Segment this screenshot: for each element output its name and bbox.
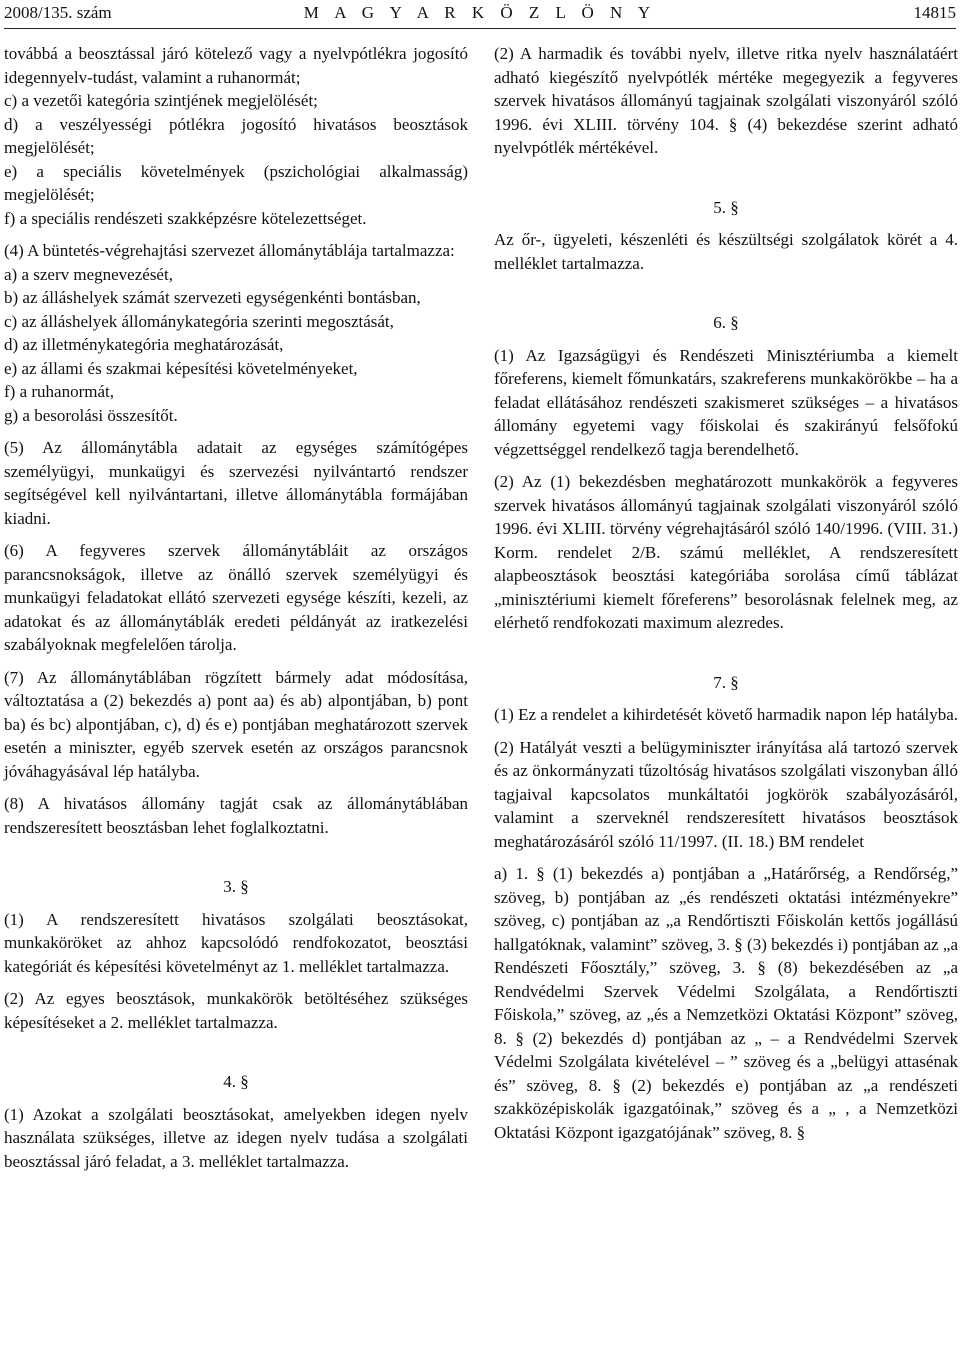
list-item: d) az illetménykategória meghatározását, <box>4 335 284 354</box>
paragraph: e) a speciális követelmények (pszichológiai alkalmasság) megjelölését; <box>4 161 468 204</box>
section-heading: 3. § <box>223 877 249 896</box>
paragraph: (1) Az Igazságügyi és Rendészeti Minisztériumba a kiemelt főreferens, kiemelt főmunkatárs, szakreferens munkakörökbe – ha a feladat ellátásához rendészeti szakismeret szükséges – a hivatásos állomány egyetemi vagy főiskolai és szakirányú felsőfokú végzettséggel rendelkező tagja berendelhető. <box>494 345 958 459</box>
paragraph: Az őr-, ügyeleti, készenléti és készültségi szolgálatok körét a 4. melléklet tartalmazza. <box>494 230 958 273</box>
section-heading: 4. § <box>223 1072 249 1091</box>
header-rule <box>4 28 956 29</box>
issue-number: 2008/135. szám <box>4 3 112 22</box>
paragraph: (2) Az egyes beosztások, munkakörök betöltéséhez szükséges képesítéseket a 2. melléklet tartalmazza. <box>4 989 468 1032</box>
list-item: b) az álláshelyek számát szervezeti egységenkénti bontásban, <box>4 288 421 307</box>
paragraph: (1) Ez a rendelet a kihirdetését követő harmadik napon lép hatályba. <box>494 705 959 724</box>
paragraph: (1) A rendszeresített hivatásos szolgálati beosztásokat, munkaköröket az ahhoz kapcsolódó rendfokozatot, beosztási kategóriát és képesítési követelményt az 1. melléklet tartalmazza. <box>4 909 468 976</box>
paragraph: f) a speciális rendészeti szakképzésre kötelezettséget. <box>4 208 367 228</box>
list-item: f) a ruhanormát, <box>4 382 114 401</box>
paragraph: (8) A hivatásos állomány tagját csak az állománytáblában rendszeresített beosztásban lehet foglalkoztatni. <box>4 794 468 837</box>
paragraph: (1) Azokat a szolgálati beosztásokat, amelyekben idegen nyelv használata szükséges, illetve az idegen nyelv tudása a szolgálati beosztással járó feladat, a 3. melléklet tartalmazza. <box>4 1104 468 1171</box>
list-item: a) 1. § (1) bekezdés a) pontjában a „Határőrség, a Rendőrség,” szöveg, b) pontjában az „és rendészeti oktatási intézményekre” szöveg, c) pontjában az „a Rendőrtiszti Főiskolán kettős jogállású hallgatóknak, valamint” szöveg, 3. § (3) bekezdés i) pontjában az „a Rendészeti Főosztály,” szöveg, 3. § (8) bekezdésében az „a Rendvédelmi Szervek Védelmi Szolgálata, a Rendőrtiszti Főiskola,” szöveg, az „és a Nemzetközi Oktatási Központ” szöveg, 8. § (2) bekezdés d) pontjában az „ – a Rendvédelmi Szervek Védelmi Szolgálata kivételével – ” szöveg és a „belügyi attasénak és” szöveg, 8. § (2) bekezdés e) pontjában az „a rendészeti szakközépiskolák igazgatóinak,” szöveg és a „ , a Nemzetközi Oktatási Központ igazgatójának” szöveg, 8. § <box>494 864 959 1142</box>
left-column <box>4 42 468 1173</box>
page-header <box>4 0 956 26</box>
journal-title: M A G Y A R K Ö Z L Ö N Y <box>303 3 657 22</box>
section-heading: 6. § <box>713 313 739 332</box>
paragraph: (2) A harmadik és további nyelv, illetve ritka nyelv használatáért adható kiegészítő nyelvpótlék mértéke megegyezik a fegyveres szervek hivatásos állományú tagjainak szolgálati viszonyáról szóló 1996. évi XLIII. törvény 104. § (4) bekezdése szerint adható nyelvpótlék mértékével. <box>494 44 958 157</box>
paragraph: (7) Az állománytáblában rögzített bármely adat módosítása, változtatása a (2) bekezdés a) pont aa) és ab) alpontjában, b) pont ba) és bc) alpontjában, c), d) és e) pontjában meghatározott szervek esetén a miniszter, egyéb szervek esetén az országos parancsnok jóváhagyásával lép hatályba. <box>4 667 468 781</box>
paragraph: (6) A fegyveres szervek állománytábláit az országos parancsnokságok, illetve az önálló szervek személyügyi és munkaügyi feladatokat ellátó szervezeti egysége készíti, kezeli, az adatokat és az állománytáblák eredeti példányát az iratkezelési szabályoknak megfelelően tárolja. <box>4 541 468 654</box>
paragraph: (5) Az állománytábla adatait az egységes számítógépes személyügyi, munkaügyi és szervezési nyilvántartó rendszer segítségével kell nyilvántartani, illetve állománytábla formájában kiadni. <box>4 438 468 528</box>
paragraph: (4) A büntetés-végrehajtási szervezet állománytáblája tartalmazza: <box>4 241 455 260</box>
paragraph: d) a veszélyességi pótlékra jogosító hivatásos beosztások megjelölését; <box>4 114 468 157</box>
page-number: 14815 <box>913 3 956 22</box>
paragraph: továbbá a beosztással járó kötelező vagy a nyelvpótlékra jogosító idegennyelv-tudást, valamint a ruhanormát; <box>4 44 468 87</box>
right-column <box>494 42 958 1144</box>
paragraph: c) a vezetői kategória szintjének megjelölését; <box>4 91 318 110</box>
paragraph: (2) Az (1) bekezdésben meghatározott munkakörök a fegyveres szervek hivatásos állományú tagjainak szolgálati viszonyáról szóló 1996. évi XLIII. törvény végrehajtásáról szóló 140/1996. (VIII. 31.) Korm. rendelet 2/B. számú melléklet, A rendszeresített alapbeosztások beosztási kategóriába sorolása című táblázat „minisztériumi kiemelt főreferens” besorolásnak felelnek meg, az elérhető rendfokozati maximum alezredes. <box>494 472 958 632</box>
list-item: g) a besorolási összesítőt. <box>4 405 178 425</box>
paragraph: (2) Hatályát veszti a belügyminiszter irányítása alá tartozó szervek és az önkormányzati tűzoltóság hivatásos szolgálati viszonyban álló tagjaival kapcsolatos munkáltatói jogkörök szabályozásáról, valamint a szerveknél rendszeresített hivatásos beosztások meghatározásáról szóló 11/1997. (II. 18.) BM rendelet <box>494 737 958 851</box>
section-heading: 7. § <box>713 672 739 692</box>
list-item: e) az állami és szakmai képesítési követelményeket, <box>4 358 358 378</box>
list-item: a) a szerv megnevezését, <box>4 264 173 284</box>
section-heading: 5. § <box>713 197 739 217</box>
list-item: c) az álláshelyek állománykategória szerinti megosztását, <box>4 311 394 331</box>
